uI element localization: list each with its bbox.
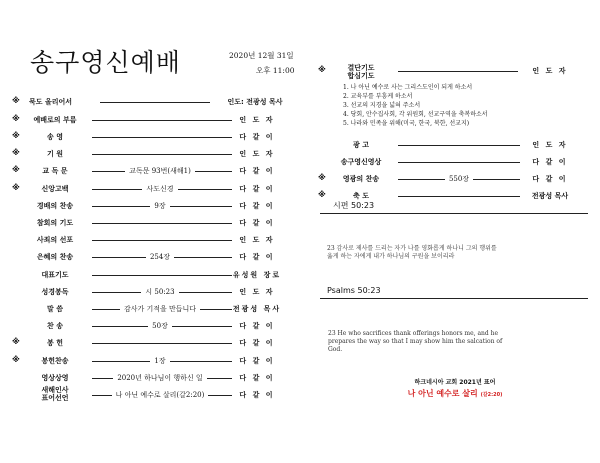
row-detail xyxy=(90,356,230,366)
row-leader: 다 같 이 xyxy=(239,374,275,382)
row-leader: 다 같 이 xyxy=(239,391,275,399)
row-dotted-line xyxy=(92,275,232,276)
order-row xyxy=(0,320,300,333)
motto-text: 나 아닌 예수로 살리 xyxy=(407,389,478,398)
service-date: 2020년 12월 31일 xyxy=(229,51,294,60)
order-row xyxy=(0,303,300,316)
row-label: 신앙고백 xyxy=(41,185,69,193)
divider xyxy=(320,213,588,214)
row-leader: 다 같 이 xyxy=(239,357,275,365)
row-leader: 다 같 이 xyxy=(239,219,275,227)
standing-mark: ※ xyxy=(12,148,20,157)
row-leader: 인 도 자 xyxy=(239,150,275,158)
standing-mark: ※ xyxy=(318,173,326,182)
row-dotted-line xyxy=(92,154,232,155)
row-leader: 인 도 자 xyxy=(239,116,275,124)
row-detail-text: 1장 xyxy=(150,357,169,365)
row-label: 말 씀 xyxy=(47,305,63,313)
order-row xyxy=(0,190,600,203)
divider xyxy=(320,298,588,299)
row-label: 은혜의 찬송 xyxy=(36,253,74,261)
row-leader: 다 같 이 xyxy=(239,133,275,141)
standing-mark: ※ xyxy=(318,65,326,74)
row-detail xyxy=(90,390,230,400)
prayer-item: 3. 선교의 지경을 넓혀 주소서 xyxy=(343,102,421,109)
standing-mark: ※ xyxy=(12,355,20,364)
row-leader: 다 같 이 xyxy=(532,175,568,183)
row-detail-text: 시 50:23 xyxy=(141,288,178,296)
standing-mark: ※ xyxy=(12,114,20,123)
prayer-row xyxy=(0,65,600,78)
order-row xyxy=(0,96,300,109)
row-leader: 인도: 전광성 목사 xyxy=(227,98,283,106)
row-label: 성경봉독 xyxy=(41,288,69,296)
row-label: 결단기도 합심기도 xyxy=(347,64,375,80)
row-label: 봉헌찬송 xyxy=(41,357,69,365)
row-dotted-line xyxy=(92,223,232,224)
row-dotted-line xyxy=(398,71,518,72)
order-row xyxy=(0,386,300,402)
row-label: 축 도 xyxy=(353,192,369,200)
standing-mark: ※ xyxy=(12,165,20,174)
service-time: 오후 11:00 xyxy=(256,66,295,75)
row-dotted-line xyxy=(92,343,232,344)
order-row xyxy=(0,355,300,368)
row-leader: 전광성 목사 xyxy=(531,192,569,200)
order-row xyxy=(0,234,300,247)
row-detail-text: 나 아닌 예수로 살리(갈2:20) xyxy=(112,391,209,399)
row-detail-text: 550장 xyxy=(445,175,473,183)
row-label: 교 독 문 xyxy=(42,167,68,175)
row-detail-text: 50장 xyxy=(148,322,172,330)
row-detail xyxy=(90,252,230,262)
row-label: 송구영신영상 xyxy=(340,158,382,166)
row-label: 사죄의 선포 xyxy=(36,236,74,244)
motto-caption: 하크네시아 교회 2021년 표어 xyxy=(414,379,496,386)
row-dotted-line xyxy=(398,162,520,163)
prayer-list xyxy=(343,83,488,128)
row-detail-text: 사도신경 xyxy=(142,185,177,193)
row-label: 참회의 기도 xyxy=(36,219,74,227)
row-label: 경배의 찬송 xyxy=(36,202,74,210)
row-leader: 전광성 목사 xyxy=(232,305,282,313)
row-detail xyxy=(90,321,230,331)
order-row xyxy=(0,139,600,152)
standing-mark: ※ xyxy=(12,183,20,192)
row-dotted-line xyxy=(398,145,520,146)
row-leader: 다 같 이 xyxy=(239,322,275,330)
row-detail xyxy=(90,373,230,383)
row-label: 봉 헌 xyxy=(47,339,63,347)
order-row xyxy=(0,114,300,127)
row-leader: 다 같 이 xyxy=(239,185,275,193)
row-label: 예배로의 부름 xyxy=(33,116,77,124)
order-row xyxy=(0,156,600,169)
order-row xyxy=(0,217,300,230)
motto-ref: (갈2:20) xyxy=(480,392,503,398)
row-label: 새해인사 표어선언 xyxy=(41,386,69,402)
korean-scripture-ref: 시편 50:23 xyxy=(333,201,375,210)
row-detail xyxy=(90,304,230,314)
order-row xyxy=(0,372,300,385)
row-detail xyxy=(398,174,520,184)
prayer-item: 5. 나라와 민족을 위해(미국, 한국, 북한, 선교지) xyxy=(343,120,470,127)
row-label: 송 영 xyxy=(47,133,63,141)
order-row xyxy=(0,251,300,264)
row-leader: 다 같 이 xyxy=(532,158,568,166)
row-leader: 다 같 이 xyxy=(239,339,275,347)
row-label: 대표기도 xyxy=(41,271,69,279)
order-row xyxy=(0,286,300,299)
standing-mark: ※ xyxy=(12,131,20,140)
row-dotted-line xyxy=(398,196,520,197)
order-row xyxy=(0,269,300,282)
english-scripture-ref: Psalms 50:23 xyxy=(327,286,381,295)
row-leader: 다 같 이 xyxy=(239,167,275,175)
row-label: 찬 송 xyxy=(47,322,63,330)
row-leader: 다 같 이 xyxy=(239,202,275,210)
english-scripture-text: 23 He who sacrifices thank offerings honors me, and he prepares the way so that I may show him the salcation of God. xyxy=(328,330,503,353)
korean-scripture-text: 23 감사로 제사를 드리는 자가 나를 영화롭게 하나니 그의 행위를 옳게 하는 자에게 내가 하나님의 구원을 보이리라 xyxy=(327,245,497,260)
row-label: 영상상영 xyxy=(41,374,69,382)
row-label: 광 고 xyxy=(353,141,369,149)
row-dotted-line xyxy=(100,102,210,103)
page-title: 송구영신예배 xyxy=(30,48,181,77)
prayer-item: 2. 교육부를 부흥케 하소서 xyxy=(343,93,413,100)
row-leader: 유성원 장로 xyxy=(232,271,282,279)
row-leader: 인 도 자 xyxy=(532,141,568,149)
prayer-item: 4. 당회, 안수집사회, 각 위원회, 선교구역을 축복하소서 xyxy=(343,111,488,118)
standing-mark: ※ xyxy=(318,190,326,199)
motto xyxy=(320,388,590,399)
row-label: 묵도 올리어서 xyxy=(29,98,73,106)
row-leader: 인 도 자 xyxy=(239,288,275,296)
standing-mark: ※ xyxy=(12,337,20,346)
row-detail-text: 2020년 하나님이 행하신 일 xyxy=(113,374,206,382)
order-row xyxy=(0,173,600,186)
row-detail-text: 교독문 93번(새해1) xyxy=(125,167,195,175)
row-leader: 다 같 이 xyxy=(239,253,275,261)
standing-mark: ※ xyxy=(12,96,20,105)
row-detail-text: 9장 xyxy=(150,202,169,210)
row-detail xyxy=(90,287,230,297)
order-row xyxy=(0,337,300,350)
row-dotted-line xyxy=(92,240,232,241)
row-detail-text: 감사가 기적을 만듭니다 xyxy=(120,305,200,313)
row-leader: 인 도 자 xyxy=(532,67,568,75)
row-label: 기 원 xyxy=(47,150,63,158)
row-detail-text: 254장 xyxy=(146,253,174,261)
row-leader: 인 도 자 xyxy=(239,236,275,244)
row-dotted-line xyxy=(92,120,232,121)
prayer-item: 1. 나 아닌 예수로 사는 그리스도인이 되게 하소서 xyxy=(343,84,473,91)
row-label: 영광의 찬송 xyxy=(342,175,380,183)
row-dotted-line xyxy=(92,137,232,138)
